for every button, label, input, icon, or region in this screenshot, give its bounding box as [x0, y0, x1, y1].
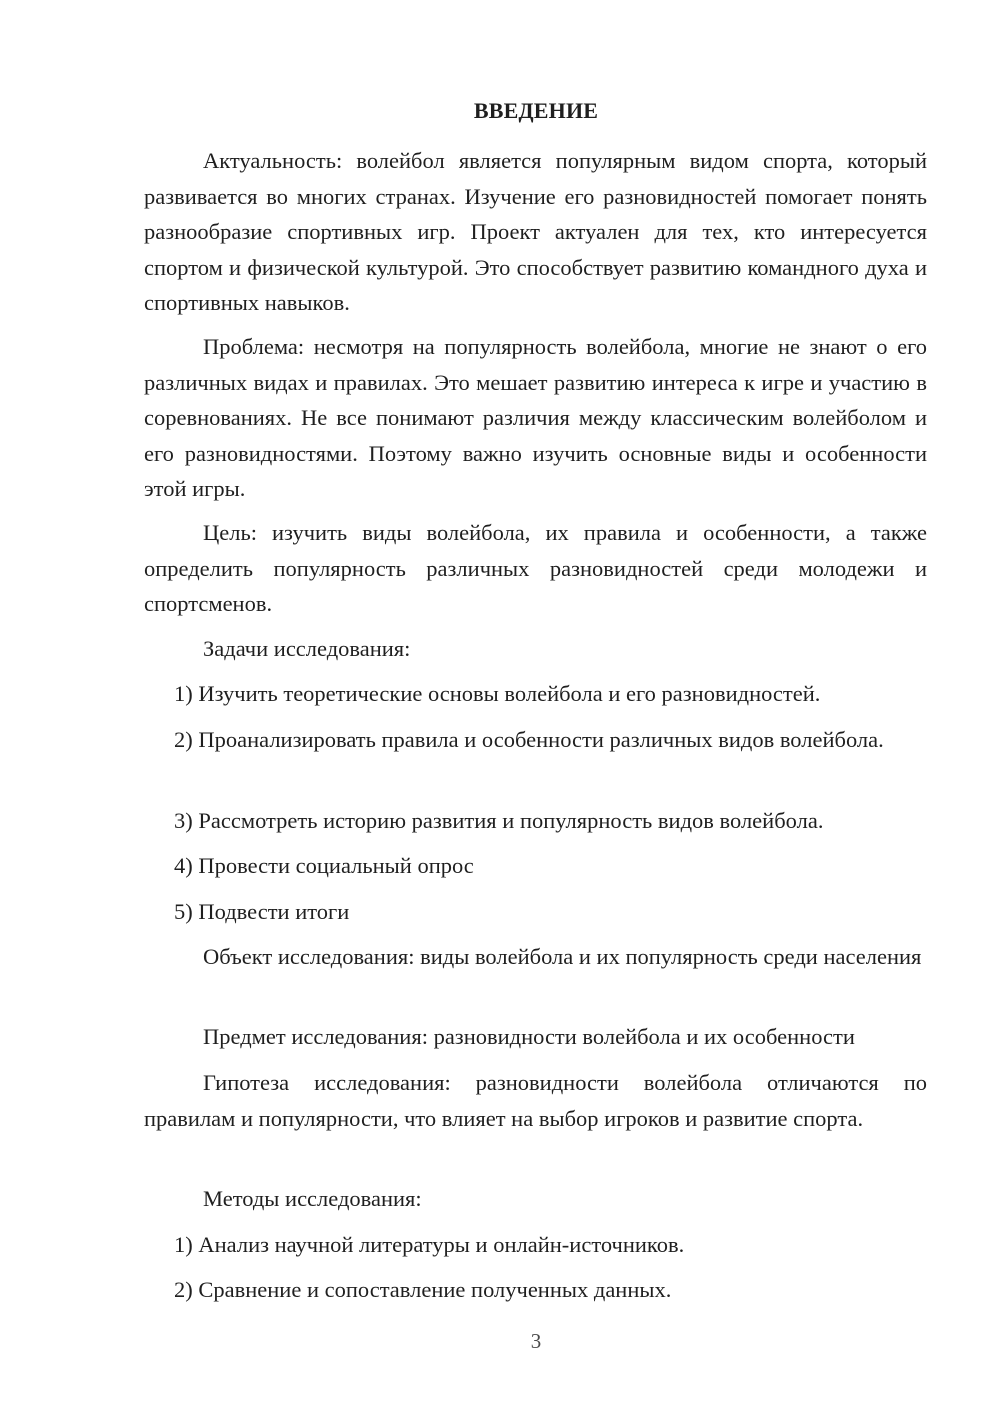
paragraph-subject: Предмет исследования: разновидности волейбола и их особенности	[203, 1024, 855, 1049]
methods-heading: Методы исследования:	[203, 1186, 422, 1211]
task-item-4: 4) Провести социальный опрос	[174, 853, 474, 878]
page-number: 3	[530, 1329, 542, 1353]
tasks-heading: Задачи исследования:	[203, 636, 411, 661]
paragraph-hypothesis: Гипотеза исследования: разновидности волейбола отличаются по правилам и популярности, что влияет на выбор игроков и развитие спорта.	[144, 1070, 927, 1131]
paragraph-problem: Проблема: несмотря на популярность волейбола, многие не знают о его различных видах и правилах. Это мешает развитию интереса к игре и участию в соревнованиях. Не все понимают различия между классическим волейболом и его разновидностями. Поэтому важно изучить основные виды и особенности этой игры.	[144, 334, 927, 501]
paragraph-relevance: Актуальность: волейбол является популярным видом спорта, который развивается во многих странах. Изучение его разновидностей помогает понять разнообразие спортивных игр. Проект актуален для тех, кто интересуется спортом и физической культурой. Это способствует развитию командного духа и спортивных навыков.	[144, 148, 927, 315]
task-item-1: 1) Изучить теоретические основы волейбола и его разновидностей.	[174, 681, 821, 706]
section-heading: ВВЕДЕНИЕ	[473, 98, 599, 123]
task-item-5: 5) Подвести итоги	[174, 899, 350, 924]
task-item-3: 3) Рассмотреть историю развития и популярность видов волейбола.	[174, 808, 824, 833]
task-item-2: 2) Проанализировать правила и особенности различных видов волейбола.	[174, 727, 884, 752]
method-item-2: 2) Сравнение и сопоставление полученных данных.	[174, 1277, 672, 1302]
paragraph-object: Объект исследования: виды волейбола и их популярность среди населения	[203, 944, 922, 969]
paragraph-goal: Цель: изучить виды волейбола, их правила и особенности, а также определить популярность различных разновидностей среди молодежи и спортсменов.	[144, 520, 927, 616]
method-item-1: 1) Анализ научной литературы и онлайн-источников.	[174, 1232, 685, 1257]
